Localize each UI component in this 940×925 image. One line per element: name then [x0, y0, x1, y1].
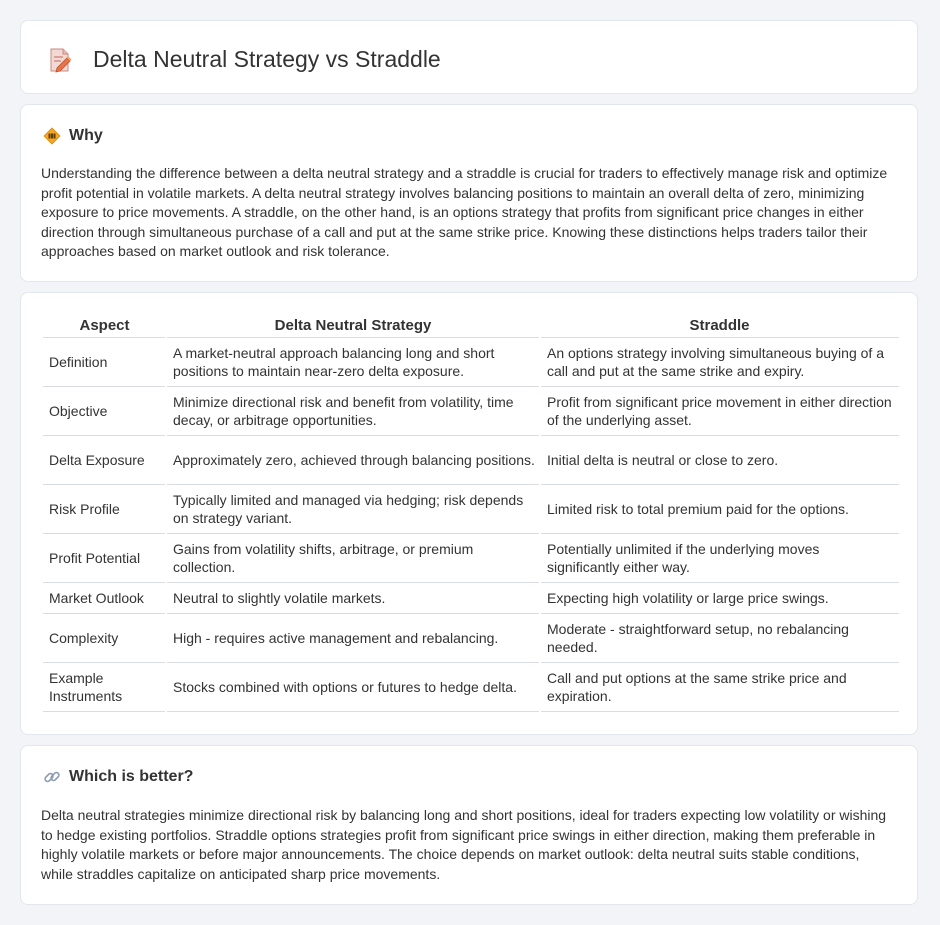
page-title: Delta Neutral Strategy vs Straddle	[93, 46, 441, 72]
delta-neutral-cell: Minimize directional risk and benefit from volatility, time decay, or arbitrage opportunities.	[166, 387, 540, 436]
column-header-delta-neutral: Delta Neutral Strategy	[166, 315, 540, 338]
delta-neutral-cell: High - requires active management and rebalancing.	[166, 614, 540, 663]
better-heading: Which is better?	[69, 768, 194, 785]
delta-neutral-cell: Stocks combined with options or futures to hedge delta.	[166, 663, 540, 712]
table-row	[43, 485, 899, 534]
why-heading: Why	[69, 127, 103, 144]
table-row	[43, 387, 899, 436]
table-row	[43, 663, 899, 712]
why-text: Understanding the difference between a delta neutral strategy and a straddle is crucial for traders to effectively manage risk and optimize profit potential in volatile markets. A delta neutral strategy involves balancing positions to maintain an overall delta of zero, minimizing exposure to price movements. A straddle, on the other hand, is an options strategy that profits from significant price changes in either direction through simultaneous purchase of a call and put at the same strike price. Knowing these distinctions helps traders tailor their approaches based on market outlook and risk tolerance.	[41, 165, 888, 260]
why-heading-row	[43, 125, 103, 147]
aspect-cell: Profit Potential	[43, 534, 166, 583]
which-better-card	[20, 745, 918, 905]
aspect-cell: Risk Profile	[43, 485, 166, 534]
column-header-straddle: Straddle	[540, 315, 899, 338]
table-row	[43, 338, 899, 387]
aspect-cell: Example Instruments	[43, 663, 166, 712]
document-pencil-icon	[47, 47, 73, 73]
comparison-card	[20, 292, 918, 735]
table-row	[43, 534, 899, 583]
warning-diamond-icon	[43, 127, 61, 145]
table-row	[43, 614, 899, 663]
straddle-cell: Call and put options at the same strike price and expiration.	[540, 663, 899, 712]
better-heading-row	[43, 766, 193, 788]
link-icon	[43, 768, 61, 786]
delta-neutral-cell: Neutral to slightly volatile markets.	[166, 583, 540, 614]
delta-neutral-cell: A market-neutral approach balancing long and short positions to maintain near-zero delta exposure.	[166, 338, 540, 387]
comparison-table	[43, 315, 899, 712]
why-card	[20, 104, 918, 282]
aspect-cell: Definition	[43, 338, 166, 387]
aspect-cell: Complexity	[43, 614, 166, 663]
straddle-cell: Initial delta is neutral or close to zero.	[540, 436, 899, 485]
straddle-cell: Moderate - straightforward setup, no rebalancing needed.	[540, 614, 899, 663]
delta-neutral-cell: Gains from volatility shifts, arbitrage, or premium collection.	[166, 534, 540, 583]
straddle-cell: Profit from significant price movement in either direction of the underlying asset.	[540, 387, 899, 436]
aspect-cell: Market Outlook	[43, 583, 166, 614]
table-header-row	[43, 315, 899, 338]
straddle-cell: Potentially unlimited if the underlying moves significantly either way.	[540, 534, 899, 583]
table-row	[43, 436, 899, 485]
straddle-cell: Limited risk to total premium paid for the options.	[540, 485, 899, 534]
better-text: Delta neutral strategies minimize directional risk by balancing long and short positions, ideal for traders expecting low volatility or wishing to hedge existing portfolios. Straddle options strategies profit from significant price swings in either direction, making them preferable in highly volatile markets or before major announcements. The choice depends on market outlook: delta neutral suits stable conditions, while straddles capitalize on anticipated sharp price movements.	[41, 807, 887, 882]
column-header-aspect: Aspect	[43, 315, 166, 338]
delta-neutral-cell: Typically limited and managed via hedging; risk depends on strategy variant.	[166, 485, 540, 534]
title-card	[20, 20, 918, 94]
delta-neutral-cell: Approximately zero, achieved through balancing positions.	[166, 436, 540, 485]
table-row	[43, 583, 899, 614]
aspect-cell: Objective	[43, 387, 166, 436]
straddle-cell: An options strategy involving simultaneous buying of a call and put at the same strike and expiry.	[540, 338, 899, 387]
aspect-cell: Delta Exposure	[43, 436, 166, 485]
straddle-cell: Expecting high volatility or large price swings.	[540, 583, 899, 614]
